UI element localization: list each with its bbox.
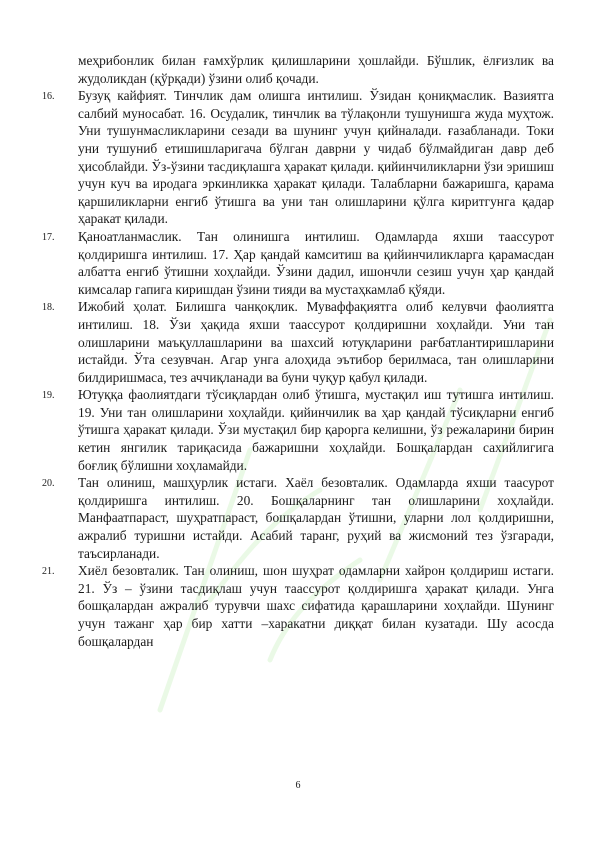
item-text: меҳрибонлик билан ғамхўрлик қилишларини ҳошлайди. Бўшлик, ёлғизлик ва жудоликдан (қўрқади) ўзини олиб қочади. <box>78 53 554 86</box>
item-text: Тан олиниш, машҳурлик истаги. Хаёл безовталик. Одамларда яхши таасурот қолдиришга интилиш. 20. Бошқаларнинг тан олишларини хоҳлайди. Манфаатпараст, шуҳратпараст, бошқалардан ўтишни, уларни лол қолдиришни, ажралиб туришни истайди. Асабий таранг, руҳий ва жисмоний тез ўзгаради, таъсирланади. <box>78 475 554 561</box>
list-item <box>42 386 554 474</box>
list-item <box>42 298 554 386</box>
item-number: 17. <box>42 231 55 243</box>
document-body <box>42 52 554 650</box>
item-number: 20. <box>42 478 55 490</box>
item-number: 18. <box>42 302 55 314</box>
item-number: 16. <box>42 91 55 103</box>
page-number: 6 <box>295 780 301 791</box>
list-item <box>42 52 554 87</box>
item-text: Бузуқ кайфият. Тинчлик дам олишга интилиш. Ўзидан қониқмаслик. Вазиятга салбий муносабат. 16. Осудалик, тинчлик ва тўлақонли тушунишга жуда муҳтож. Уни тушунмасликларини сезади ва шунинг учун қийналади. ғазабланади. Токи уни тушуниб етишишларигача бўлган даврни у чидаб бўлмайдиган давр деб ҳисоблайди. Ўз-ўзини тасдиқлашга ҳаракат қилади. қийинчиликларни ўзи эришиш учун куч ва иродага эркинликка ҳаракат қилади. Талабларни бажаришга, қарама қаршиликларни енгиб ўтишга ва уни тан олишларини қўлга киритгунга қадар ҳаракат қилади. <box>78 88 554 227</box>
item-number: 19. <box>42 390 55 402</box>
item-text: Ижобий ҳолат. Билишга чанқоқлик. Муваффақиятга олиб келувчи фаолиятга интилиш. 18. Ўзи ҳақида яхши таассурот қолдиришни хоҳлайди. Уни тан олишларини маъқуллашларини ва шахсий ютуқларини рағбатлантиришларини истайди. Ўта сезувчан. Агар унга алоҳида эътибор берилмаса, тан олишларини билдиришмаса, тез аччиқланади ва буни чуқур қабул қилади. <box>78 299 554 385</box>
item-text: Хиёл безовталик. Тан олиниш, шон шуҳрат одамларни хайрон қолдириш истаги. 21. Ўз – ўзини тасдиқлаш учун таассурот қолдиришга ҳаракат қилади. Унга бошқалардан ажралиб турувчи шахс сифатида қарашларини хоҳлайди. Шунинг учун тажанг ҳар бир хатти –харакатни диққат билан кузатади. Шу асосда бошқалардан <box>78 563 554 649</box>
item-text: Ютуққа фаолиятдаги тўсиқлардан олиб ўтишга, мустақил иш тутишга интилиш. 19. Уни тан олишларини хоҳлайди. қийинчилик ва ҳар қандай тўсиқларни енгиб ўтишга ҳаракат қилади. Ўзи мустақил бир қарорга келишни, ўз режаларини бирин кетин янгилик тариқасида бажаришни хоҳлайди. Бошқалардан сахийлигига боғлиқ бўлишни хоҳламайди. <box>78 387 554 473</box>
item-text: Қаноатланмаслик. Тан олинишга интилиш. Одамларда яхши таассурот қолдиришга интилиш. 17. Ҳар қандай камситиш ва қийинчиликларга қарамасдан албатта енгиб ўтишни хоҳлайди. Ўзини дадил, ишончли сезиш учун ҳар қандай кимсалар гапига киришдан ўзини тияди ва мустаҳкамлаб қўяди. <box>78 228 554 297</box>
list-item <box>42 87 554 228</box>
list-item <box>42 228 554 298</box>
item-number <box>42 52 78 53</box>
list-item <box>42 474 554 562</box>
list-item <box>42 562 554 650</box>
item-number: 21. <box>42 566 55 578</box>
